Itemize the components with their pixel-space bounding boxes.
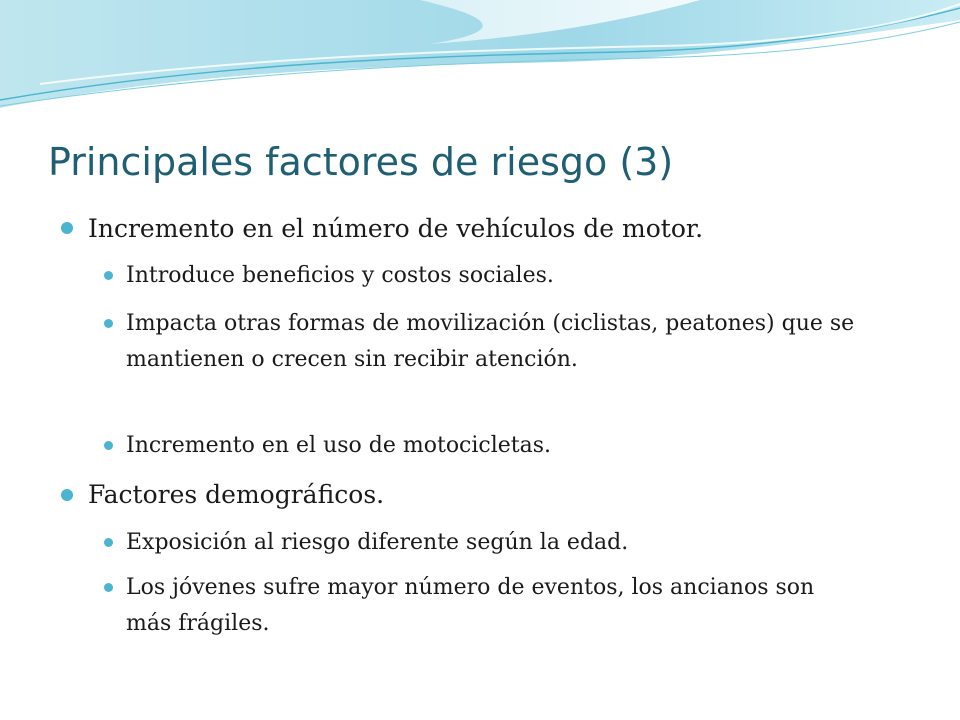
sub-bullet-marker — [104, 441, 113, 450]
sub-bullet-marker — [104, 271, 113, 280]
bullet-marker — [61, 222, 73, 234]
sub-bullet-item: Los jóvenes sufre mayor número de eventos, los ancianos son más frágiles. — [126, 575, 815, 636]
sub-bullet-item: Exposición al riesgo diferente según la edad. — [126, 530, 629, 555]
sub-bullet-item: Incremento en el uso de motocicletas. — [126, 433, 552, 458]
sub-bullet-marker — [104, 583, 113, 592]
sub-bullet-item: Introduce beneficios y costos sociales. — [126, 263, 554, 288]
bullet-marker — [61, 489, 73, 501]
sub-bullet-marker — [104, 319, 113, 328]
sub-bullet-item: Impacta otras formas de movilización (ciclistas, peatones) que se mantienen o crecen sin recibir atención. — [126, 311, 855, 372]
sub-bullet-marker — [104, 538, 113, 547]
bullet-item: Incremento en el número de vehículos de motor. — [88, 214, 704, 243]
bullet-item: Factores demográficos. — [88, 480, 385, 509]
slide-title: Principales factores de riesgo (3) — [48, 140, 674, 184]
